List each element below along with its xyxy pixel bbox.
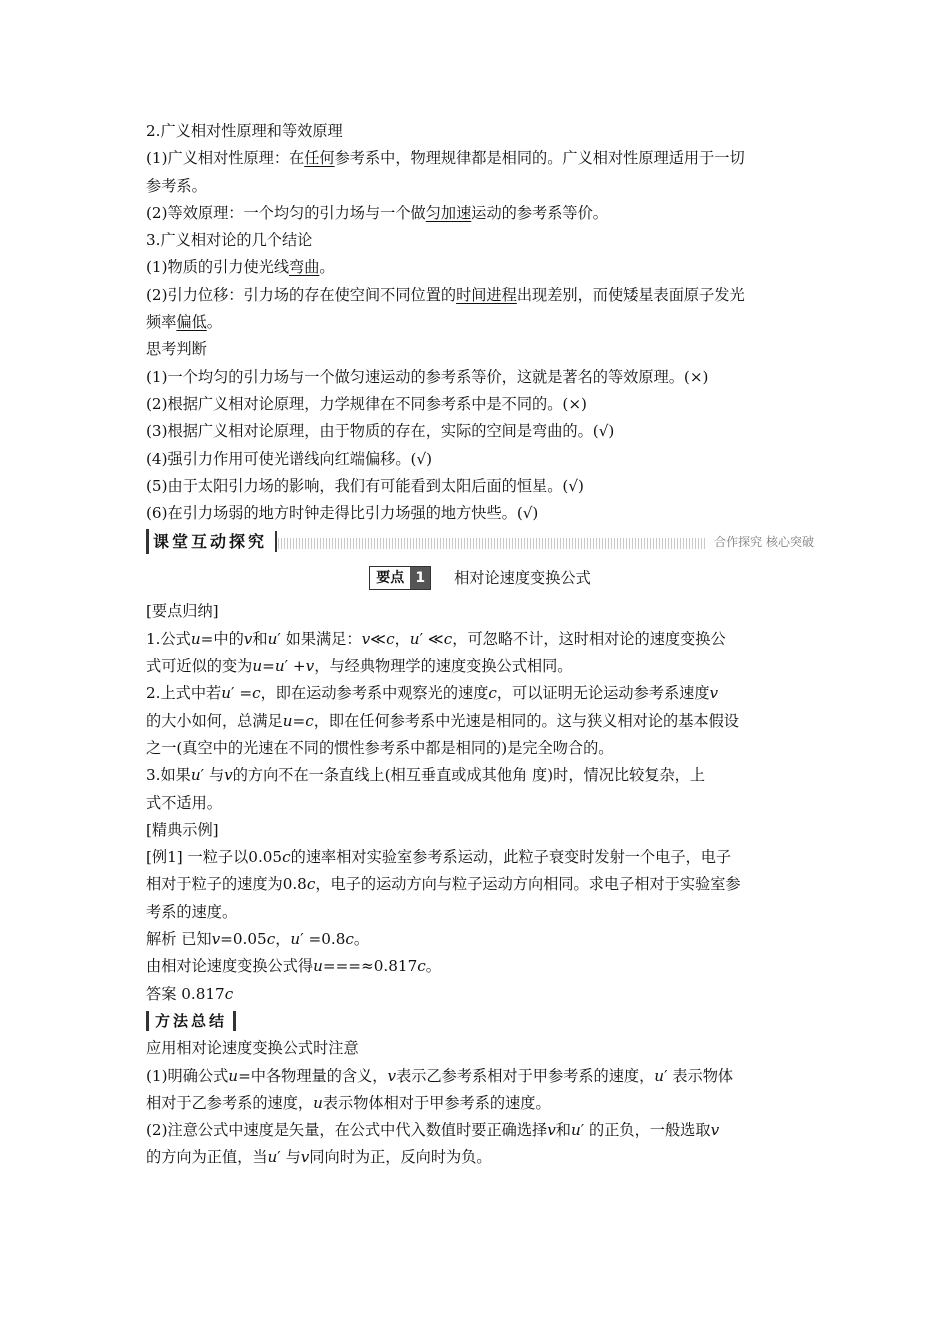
summary-line: 1.公式u=中的v和u′ 如果满足：v≪c，u′ ≪c，可忽略不计，这时相对论的速度变换公: [146, 629, 726, 648]
summary-line: 2.上式中若u′ =c，即在运动参考系中观察光的速度c，可以证明无论运动参考系速度v: [146, 684, 719, 703]
example-head: [精典示例]: [146, 820, 219, 839]
method-line: 的方向为正值，当u′ 与v同向时为正，反向时为负。: [146, 1148, 492, 1167]
keypoint-header: [146, 564, 814, 596]
summary-line: 式不适用。: [146, 793, 222, 812]
keypoint-number: 1: [410, 567, 430, 589]
method-lead: 应用相对论速度变换公式时注意: [146, 1039, 359, 1058]
summary-head: [要点归纳]: [146, 602, 219, 621]
answer-line: 答案 0.817c: [146, 984, 234, 1003]
principle-line-2: 参考系。: [146, 176, 207, 195]
section-3-title: 3.广义相对论的几个结论: [146, 231, 313, 250]
summary-line: 3.如果u′ 与v的方向不在一条直线上(相互垂直或成其他角 度)时，情况比较复杂，上: [146, 766, 706, 785]
banner-subtitle: 合作探究 核心突破: [706, 531, 814, 553]
keypoint-label: 要点: [370, 567, 410, 589]
conclusion-2: (2)引力位移：引力场的存在使空间不同位置的时间进程出现差别，而使矮星表面原子发光: [146, 285, 745, 304]
method-line: (1)明确公式u=中各物理量的含义，v表示乙参考系相对于甲参考系的速度，u′ 表示物体: [146, 1066, 734, 1085]
judge-title: 思考判断: [146, 340, 207, 359]
example-line: [例1] 一粒子以0.05c的速率相对实验室参考系运动，此粒子衰变时发射一个电子，电子: [146, 848, 732, 867]
solution-line: 由相对论速度变换公式得u===≈0.817c。: [146, 957, 441, 976]
section-2-title: 2.广义相对性原理和等效原理: [146, 122, 343, 140]
summary-line: 式可近似的变为u=u′ +v，与经典物理学的速度变换公式相同。: [146, 657, 573, 676]
conclusion-2-cont: 频率偏低。: [146, 313, 222, 332]
judge-item: (4)强引力作用可使光谱线向红端偏移。(√): [146, 449, 433, 468]
solution-line: 解析 已知v=0.05c，u′ =0.8c。: [146, 930, 370, 949]
judge-item: (5)由于太阳引力场的影响，我们有可能看到太阳后面的恒星。(√): [146, 476, 584, 495]
method-line: (2)注意公式中速度是矢量，在公式中代入数值时要正确选择v和u′ 的正负，一般选取v: [146, 1121, 720, 1140]
keypoint-title: 相对论速度变换公式: [454, 568, 591, 587]
summary-line: 之一(真空中的光速在不同的惯性参考系中都是相同的)是完全吻合的。: [146, 738, 614, 757]
banner-title: 课堂互动探究: [146, 529, 273, 554]
section-banner: [146, 529, 814, 556]
judge-item: (6)在引力场弱的地方时钟走得比引力场强的地方快些。(√): [146, 504, 539, 523]
judge-item: (3)根据广义相对论原理，由于物质的存在，实际的空间是弯曲的。(√): [146, 422, 615, 441]
method-summary-title: 方法总结: [146, 1011, 236, 1031]
equivalence-line: (2)等效原理：一个均匀的引力场与一个做匀加速运动的参考系等价。: [146, 203, 608, 222]
judge-item: (1)一个均匀的引力场与一个做匀速运动的参考系等价，这就是著名的等效原理。(×): [146, 367, 709, 386]
principle-line-1: (1)广义相对性原理：在任何参考系中，物理规律都是相同的。广义相对性原理适用于一切: [146, 149, 745, 168]
document-page: [146, 118, 814, 1172]
example-line: 考系的速度。: [146, 902, 238, 921]
judge-item: (2)根据广义相对论原理，力学规律在不同参考系中是不同的。(×): [146, 394, 587, 413]
summary-line: 的大小如何，总满足u=c，即在任何参考系中光速是相同的。这与狭义相对论的基本假设: [146, 711, 739, 730]
example-line: 相对于粒子的速度为0.8c，电子的运动方向与粒子运动方向相同。求电子相对于实验室参: [146, 875, 741, 894]
keypoint-badge: [369, 566, 431, 590]
method-line: 相对于乙参考系的速度，u表示物体相对于甲参考系的速度。: [146, 1093, 551, 1112]
conclusion-1: (1)物质的引力使光线弯曲。: [146, 258, 335, 277]
